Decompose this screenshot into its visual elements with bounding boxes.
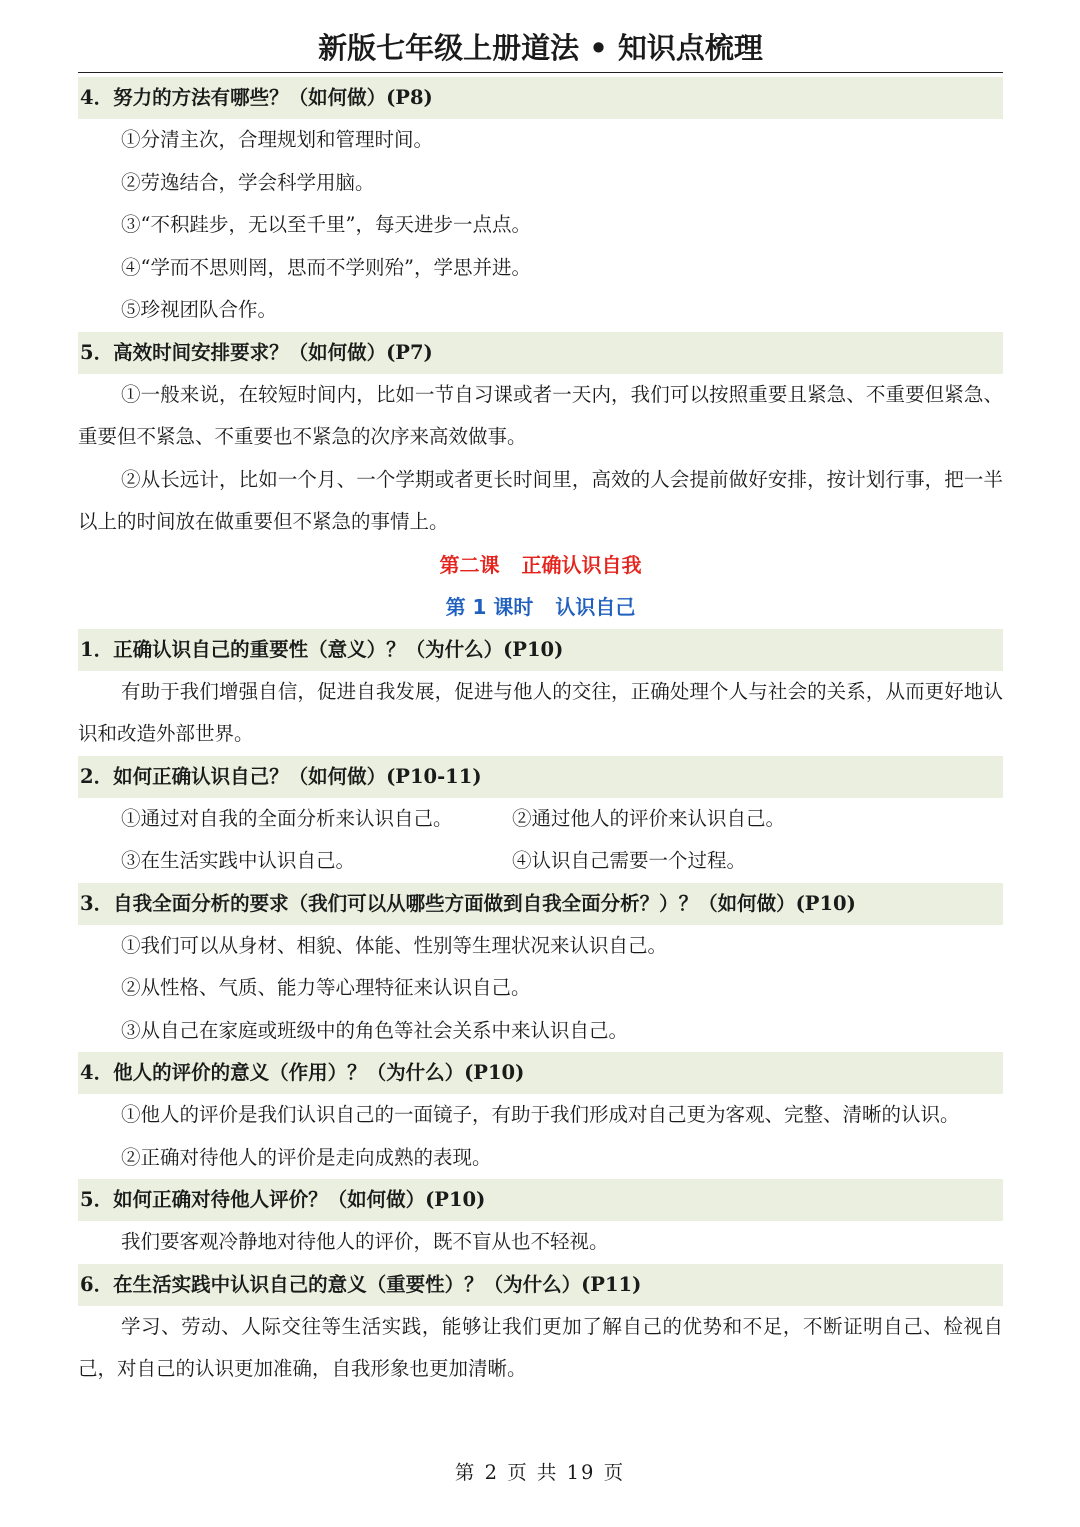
question-heading: 3．自我全面分析的要求（我们可以从哪些方面做到自我全面分析？）？（如何做）(P10) — [78, 883, 1003, 925]
answer-item: ①通过对自我的全面分析来认识自己。 — [121, 806, 453, 830]
answer-text: 有助于我们增强自信，促进自我发展，促进与他人的交往，正确处理个人与社会的关系，从而更好地认识和改造外部世界。 — [78, 679, 1003, 745]
question-heading: 4．他人的评价的意义（作用）？（为什么）(P10) — [78, 1052, 1003, 1094]
question-heading: 6．在生活实践中认识自己的意义（重要性）？（为什么）(P11) — [78, 1264, 1003, 1306]
answer-text: 我们要客观冷静地对待他人的评价，既不盲从也不轻视。 — [121, 1230, 609, 1253]
answer-item: ③从自己在家庭或班级中的角色等社会关系中来认识自己。 — [121, 1018, 629, 1042]
question-heading: 5．高效时间安排要求？（如何做）(P7) — [78, 332, 1003, 374]
lesson-name: 正确认识自我 — [521, 552, 642, 577]
question-heading: 2．如何正确认识自己？（如何做）(P10-11) — [78, 756, 1003, 798]
answer-item: ①我们可以从身材、相貌、体能、性别等生理状况来认识自己。 — [121, 933, 668, 957]
answer-row — [78, 840, 1003, 883]
period-name: 认识自己 — [555, 595, 636, 619]
answer-item: ①他人的评价是我们认识自己的一面镜子，有助于我们形成对自己更为客观、完整、清晰的认识。 — [121, 1103, 960, 1126]
question-heading: 4．努力的方法有哪些？（如何做）(P8) — [78, 77, 1003, 119]
page-content — [78, 77, 1003, 1391]
period-title — [78, 586, 1003, 629]
answer-item: ②从长远计，比如一个月、一个学期或者更长时间里，高效的人会提前做好安排，按计划行事，把一半以上的时间放在做重要但不紧急的事情上。 — [78, 467, 1003, 533]
answer-item: ③“不积跬步，无以至千里”，每天进步一点点。 — [121, 213, 531, 236]
question-heading: 1．正确认识自己的重要性（意义）？（为什么）(P10) — [78, 629, 1003, 671]
page-number: 第 2 页 共 19 页 — [454, 1461, 626, 1484]
answer-item: ①分清主次，合理规划和管理时间。 — [121, 128, 434, 151]
answer-item: ④认识自己需要一个过程。 — [512, 849, 747, 872]
lesson-title — [78, 544, 1003, 587]
answer-item: ②通过他人的评价来认识自己。 — [512, 806, 786, 830]
answer-item: ⑤珍视团队合作。 — [121, 298, 278, 321]
answer-item: ①一般来说，在较短时间内，比如一节自习课或者一天内，我们可以按照重要且紧急、不重要但紧急、重要但不紧急、不重要也不紧急的次序来高效做事。 — [78, 382, 1003, 448]
answer-item: ②劳逸结合，学会科学用脑。 — [121, 170, 375, 194]
period-number: 第 1 课时 — [445, 595, 534, 619]
answer-text: 学习、劳动、人际交往等生活实践，能够让我们更加了解自己的优势和不足，不断证明自己、检视自己，对自己的认识更加准确，自我形象也更加清晰。 — [78, 1314, 1003, 1380]
answer-item: ②从性格、气质、能力等心理特征来认识自己。 — [121, 976, 531, 999]
answer-item: ④“学而不思则罔，思而不学则殆”，学思并进。 — [121, 255, 531, 279]
answer-row — [78, 798, 1003, 841]
page-title: 新版七年级上册道法 • 知识点梳理 — [78, 24, 1003, 73]
answer-item: ③在生活实践中认识自己。 — [121, 849, 356, 872]
lesson-number: 第二课 — [439, 552, 500, 577]
question-heading: 5．如何正确对待他人评价？（如何做）(P10) — [78, 1179, 1003, 1221]
answer-item: ②正确对待他人的评价是走向成熟的表现。 — [121, 1145, 492, 1169]
